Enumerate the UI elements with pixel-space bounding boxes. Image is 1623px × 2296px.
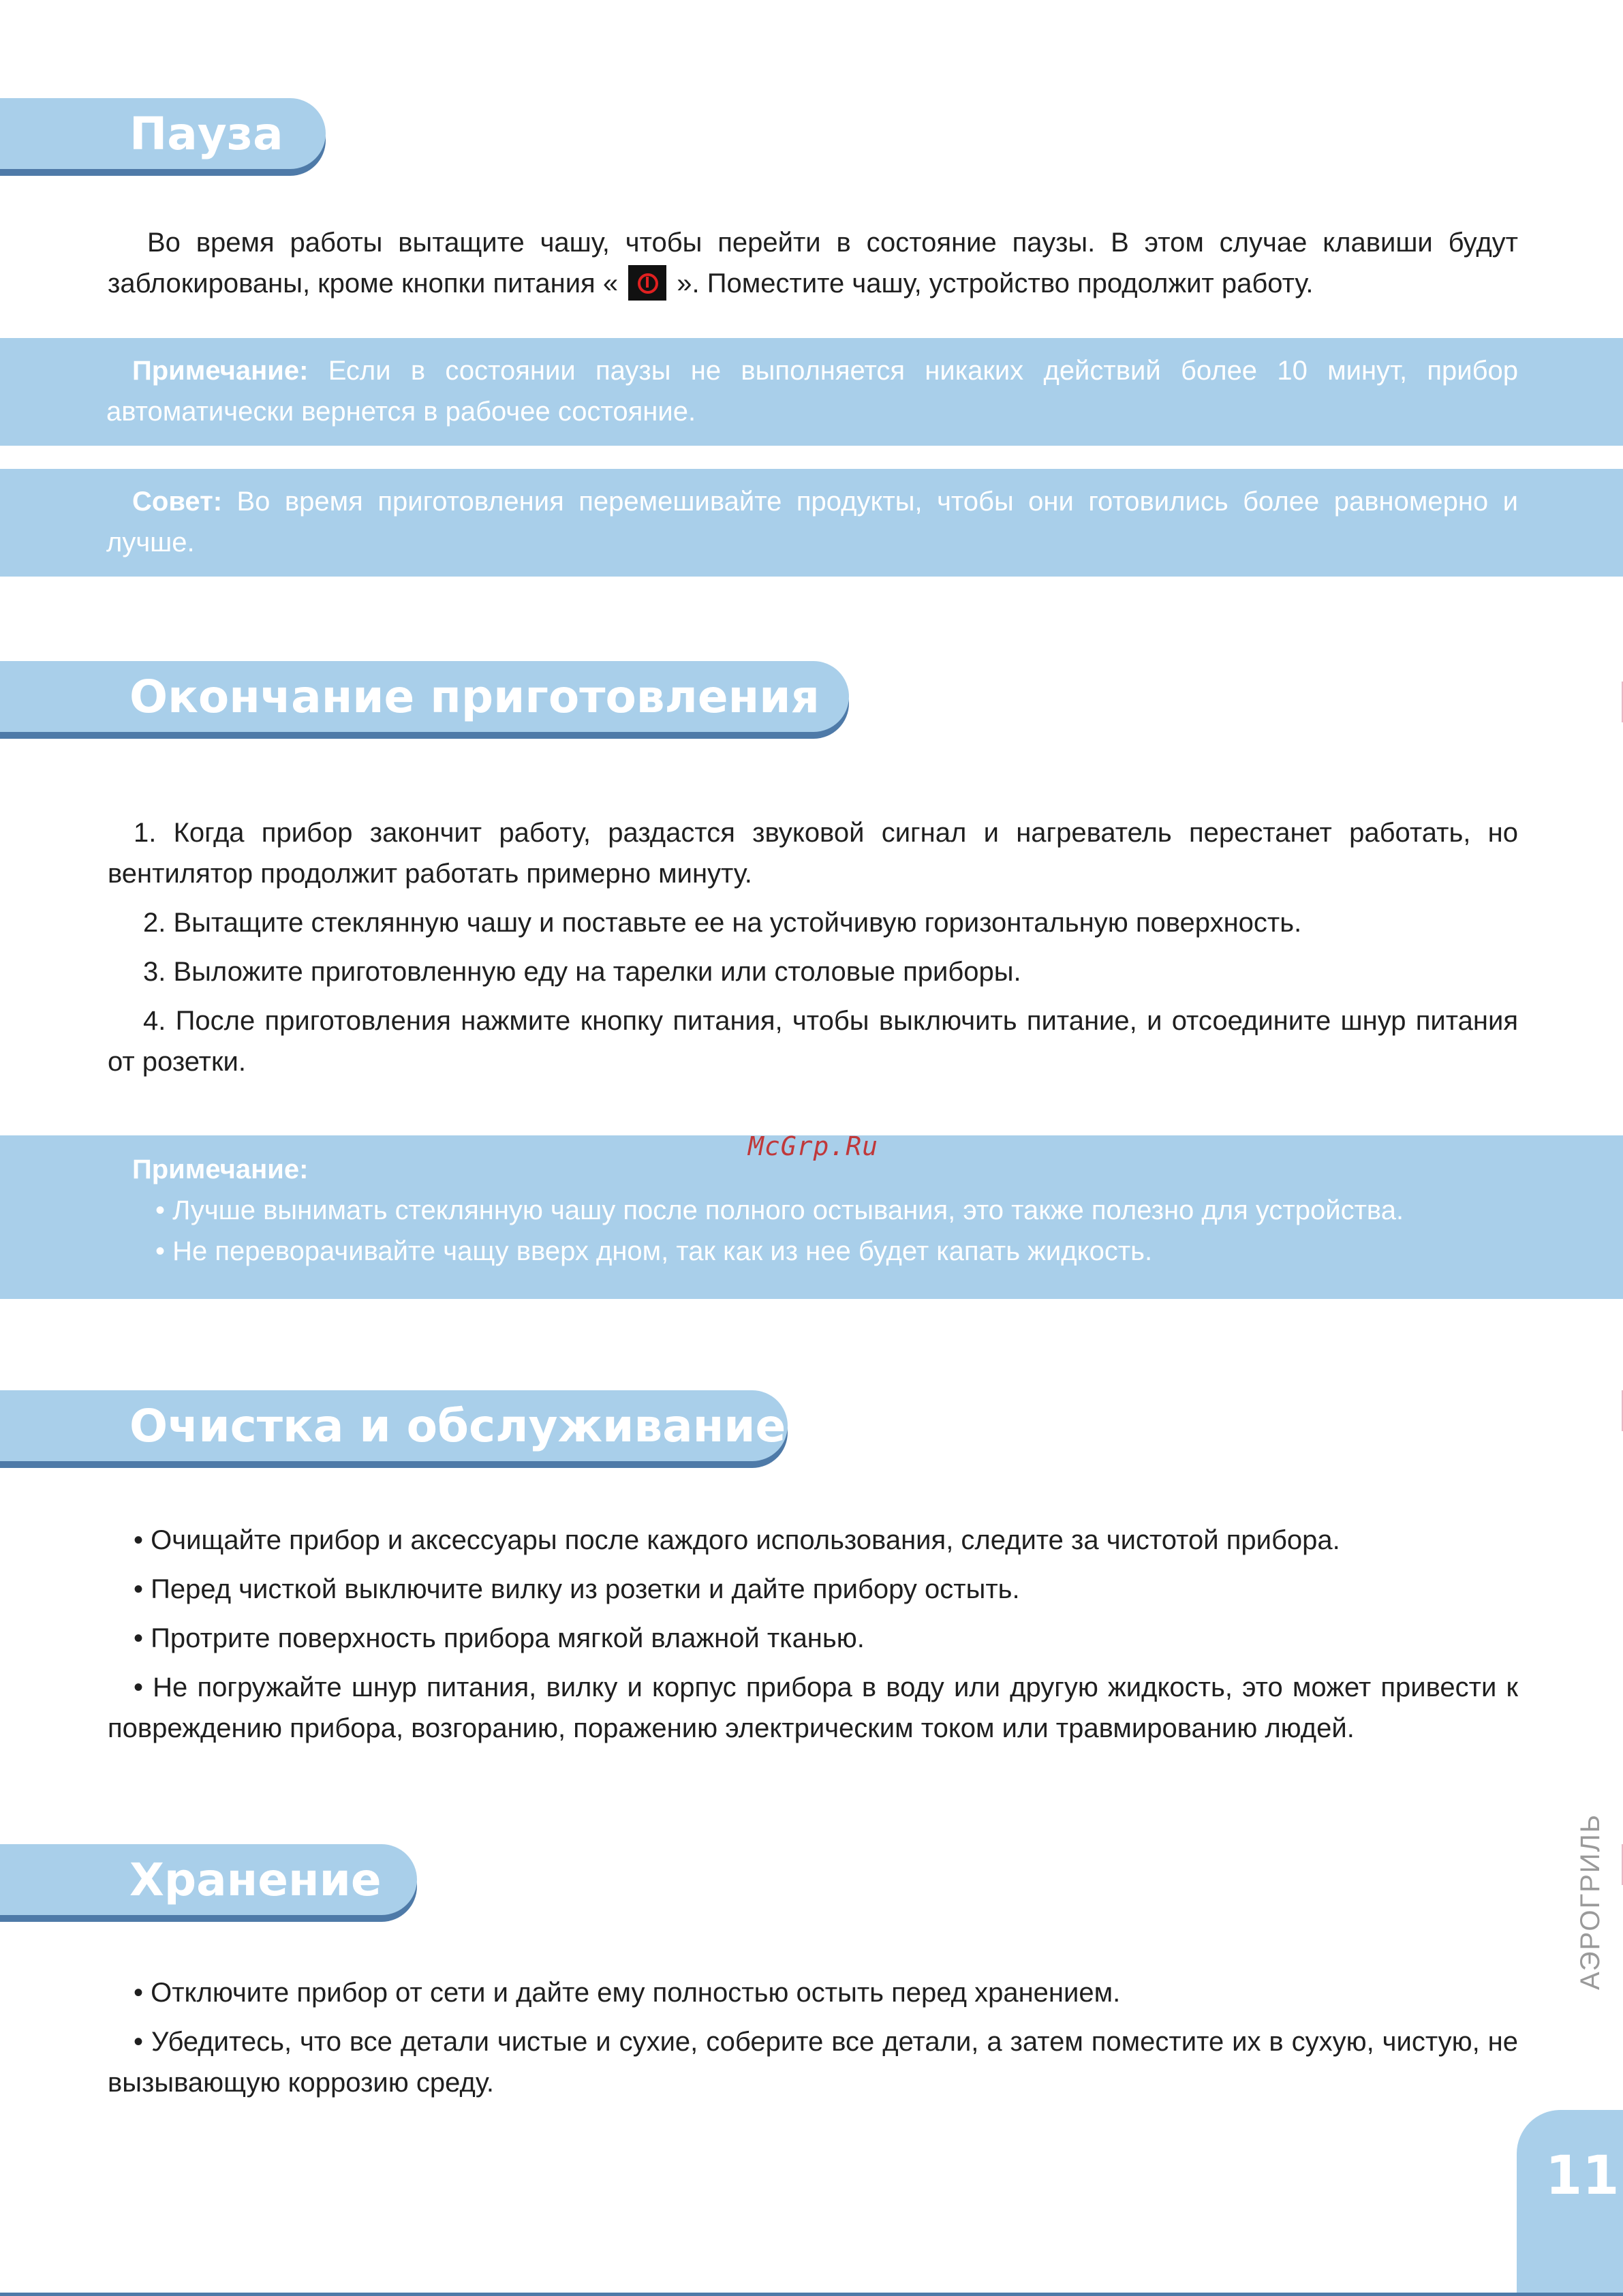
- page-number-tab: [1517, 2110, 1623, 2296]
- section-title: Окончание приготовления: [129, 671, 820, 723]
- cleaning-item: • Перед чисткой выключите вилку из розетки и дайте прибору остыть.: [134, 1574, 1020, 1604]
- cleaning-item: • Протрите поверхность прибора мягкой влажной тканью.: [134, 1623, 865, 1653]
- section-title: Хранение: [129, 1854, 382, 1906]
- cleaning-item: • Очищайте прибор и аксессуары после каждого использования, следите за чистотой прибора.: [134, 1525, 1340, 1555]
- pause-note-box: [0, 338, 1623, 446]
- finish-step: 2. Вытащите стеклянную чашу и поставьте ее на устойчивую горизонтальную поверхность.: [143, 908, 1302, 938]
- bottom-rule: [0, 2293, 1623, 2296]
- storage-item: • Убедитесь, что все детали чистые и сухие, соберите все детали, а затем поместите их в сухую, чистую, не вызывающую коррозию среду.: [108, 2027, 1518, 2098]
- section-title: Очистка и обслуживание: [129, 1400, 786, 1452]
- pause-tip-box: [0, 469, 1623, 577]
- side-label: АЭРОГРИЛЬ: [1575, 1813, 1605, 1990]
- cleaning-item: • Не погружайте шнур питания, вилку и корпус прибора в воду или другую жидкость, это может привести к повреждению прибора, возгоранию, поражению электрическим током или травмированию людей.: [108, 1672, 1518, 1743]
- tip-text: Совет: Во время приготовления перемешивайте продукты, чтобы они готовились более равномерно и лучше.: [106, 487, 1518, 557]
- note-item: • Лучше вынимать стеклянную чашу после полного остывания, это также полезно для устройства.: [155, 1195, 1404, 1225]
- finish-step: 3. Выложите приготовленную еду на тарелки или столовые приборы.: [143, 957, 1021, 987]
- section-header-storage: [0, 1844, 417, 1915]
- section-header-pause: [0, 98, 326, 169]
- watermark: McGrp.Ru: [748, 1131, 879, 1161]
- note-label: Примечание:: [132, 1154, 309, 1184]
- pause-paragraph: Во время работы вытащите чашу, чтобы перейти в состояние паузы. В этом случае клавиши будут заблокированы, кроме кнопки питания « ». Поместите чашу, устройство продолжит работу.: [108, 222, 1518, 304]
- section-title: Пауза: [129, 108, 283, 160]
- note-text: Примечание: Если в состоянии паузы не выполняется никаких действий более 10 минут, прибор автоматически вернется в рабочее состояние.: [106, 356, 1518, 427]
- power-icon: [628, 265, 666, 301]
- page-number: 11: [1545, 2145, 1620, 2207]
- storage-item: • Отключите прибор от сети и дайте ему полностью остыть перед хранением.: [134, 1978, 1121, 2008]
- note-item: • Не переворачивайте чащу вверх дном, так как из нее будет капать жидкость.: [155, 1236, 1153, 1266]
- finish-step: 4. После приготовления нажмите кнопку питания, чтобы выключить питание, и отсоедините шнур питания от розетки.: [108, 1006, 1518, 1077]
- finish-step: 1. Когда прибор закончит работу, раздастся звуковой сигнал и нагреватель перестанет работать, но вентилятор продолжит работать примерно минуту.: [108, 818, 1518, 889]
- section-header-cleaning: [0, 1390, 788, 1461]
- section-header-finish: [0, 661, 849, 732]
